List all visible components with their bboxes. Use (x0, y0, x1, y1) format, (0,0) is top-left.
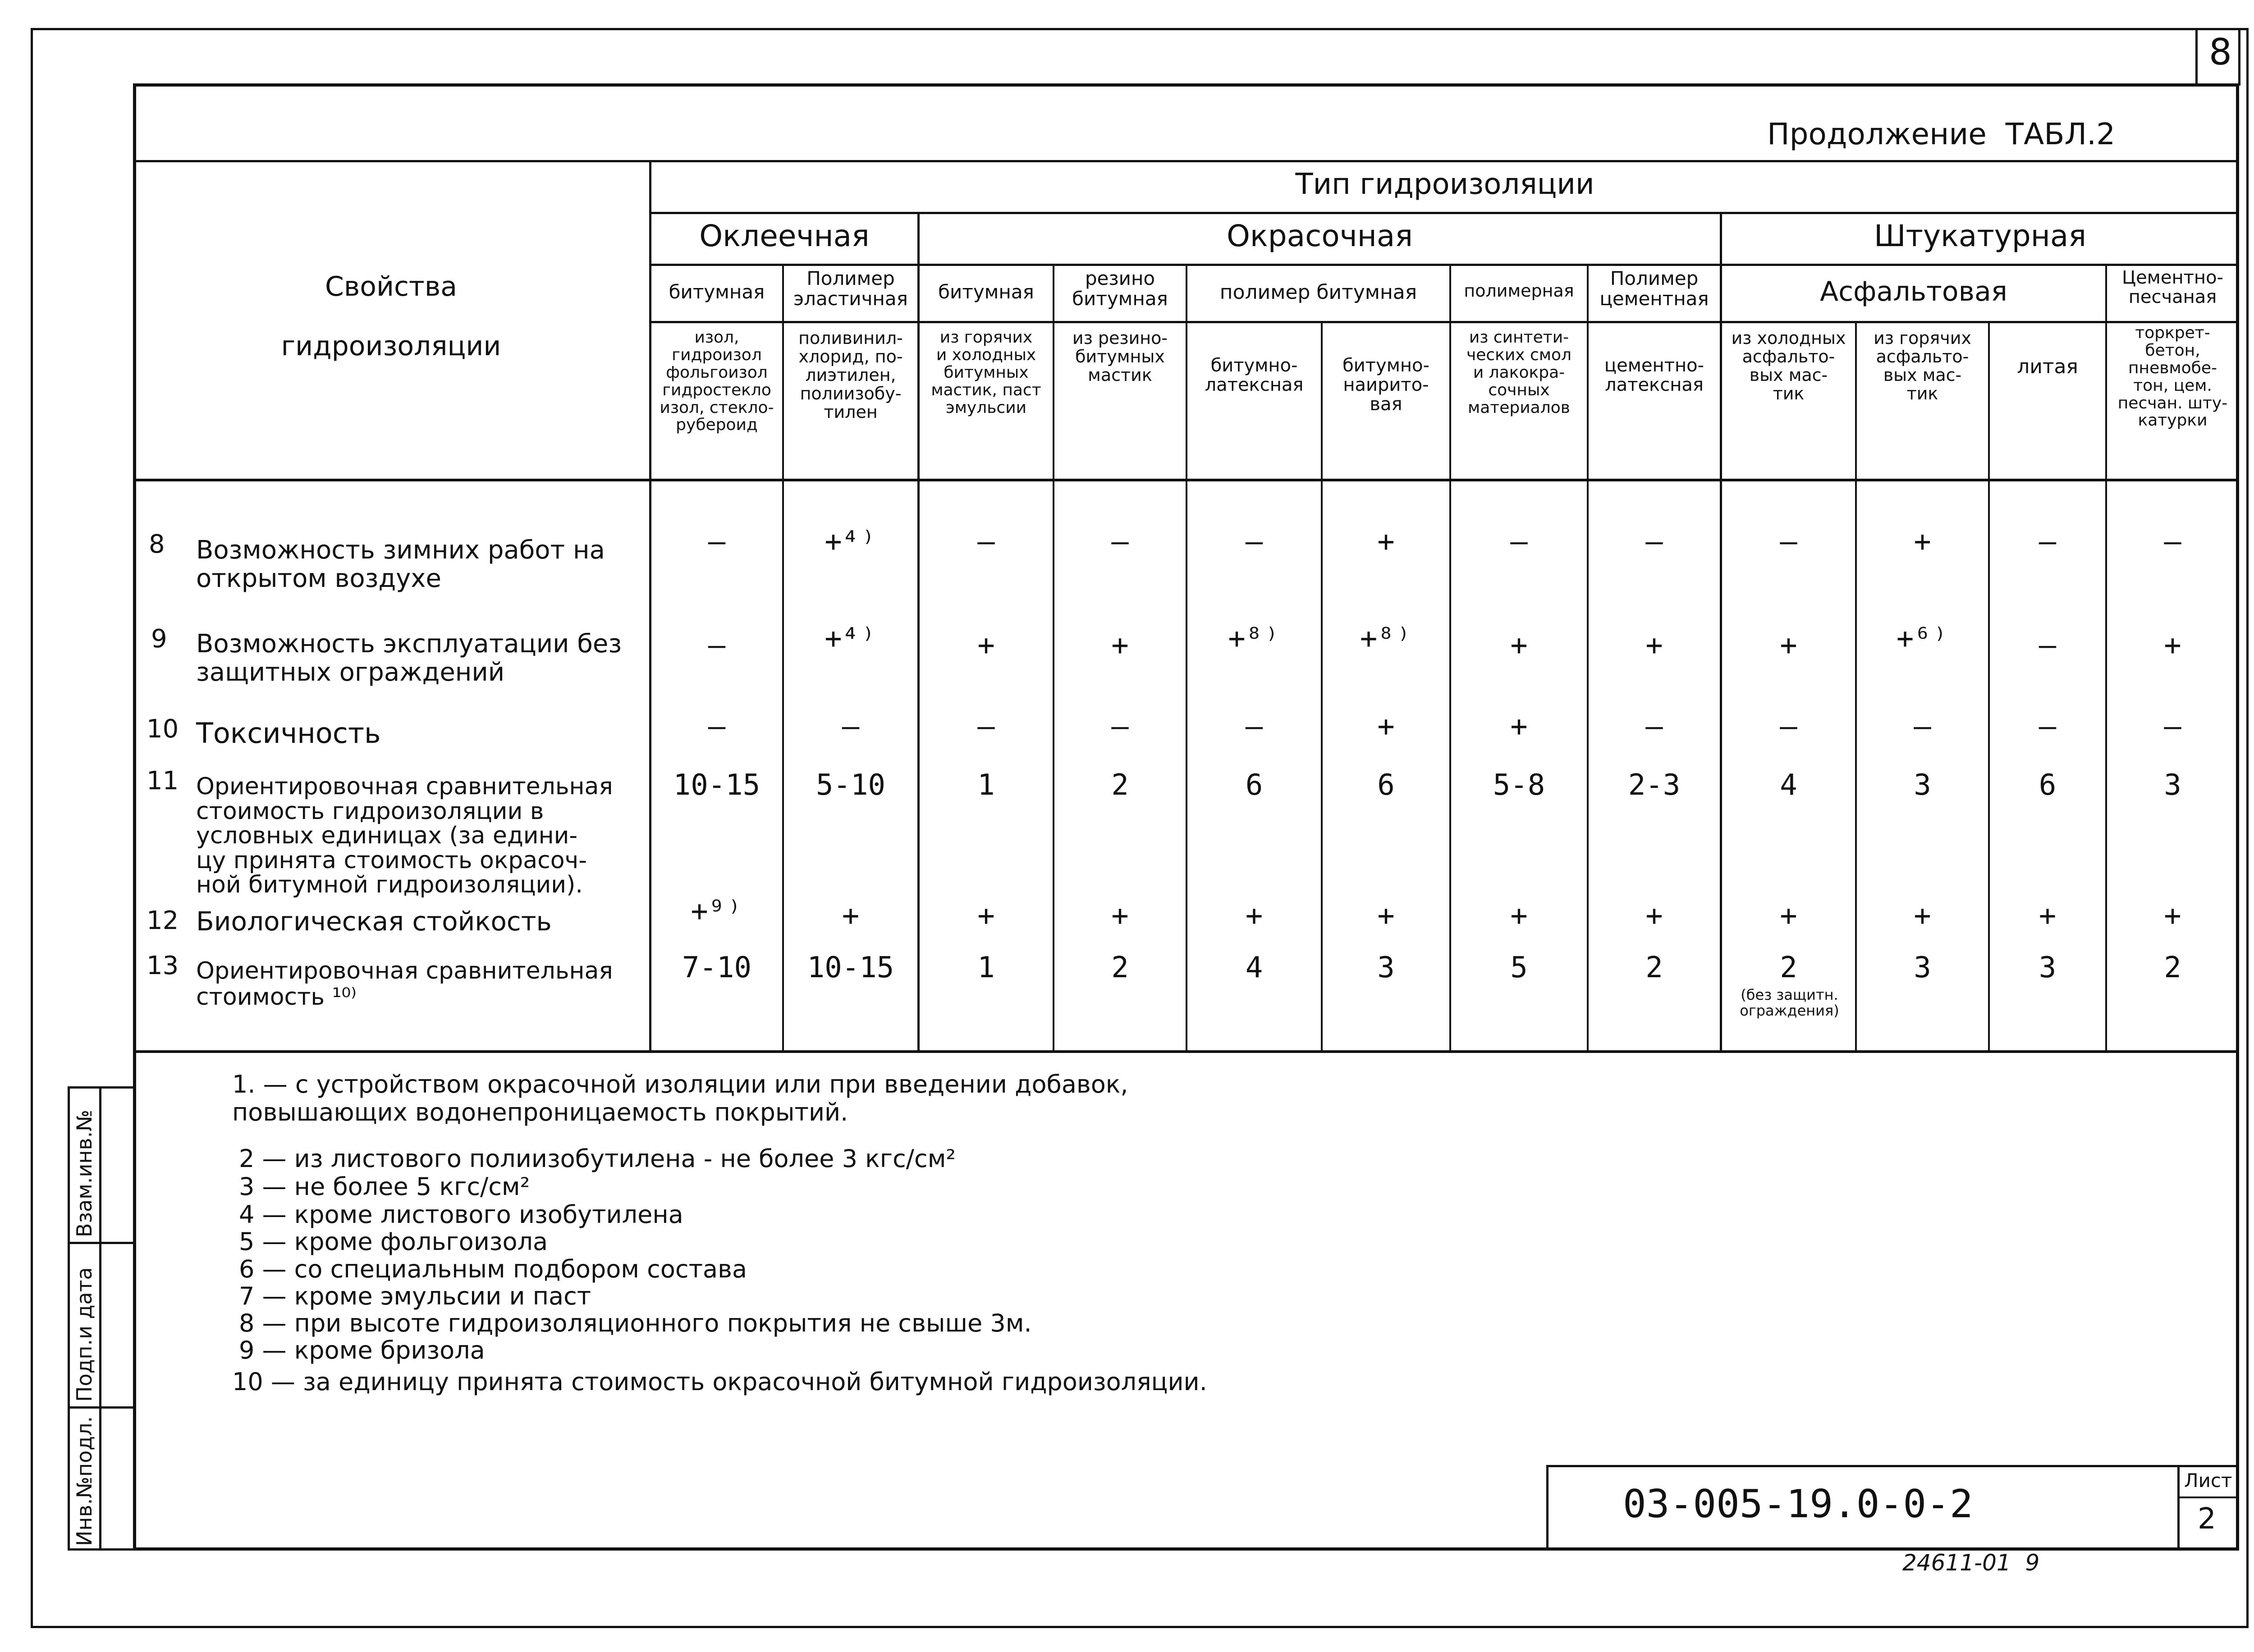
material-1: поливинил- хлорид, по- лиэтилен, полиизобу- тилен (798, 328, 903, 422)
note-item: 4 — кроме листового изобутилена (239, 1200, 683, 1229)
stamp-label-podp-data: Подп.и дата (72, 1267, 96, 1402)
row-label: Возможность зимних работ на открытом воздухе (196, 535, 605, 593)
material-2: из горячих и холодных битумных мастик, паст эмульсии (931, 328, 1041, 417)
group-okrasochnaya: Окрасочная (1226, 219, 1413, 253)
subgroup-2: битумная (938, 281, 1034, 303)
stamp-label-vzam-inv: Взам.инв.№ (72, 1109, 96, 1237)
material-8: из холодных асфальто- вых мас- тик (1731, 328, 1846, 404)
sheet-number: 2 (2198, 1502, 2216, 1536)
material-4: битумно- латексная (1205, 355, 1304, 396)
subgroup-1: Полимер эластичная (793, 267, 908, 310)
row-number: 13 (147, 951, 179, 980)
subgroup-8: Цементно- песчаная (2122, 267, 2223, 308)
row-number: 12 (147, 906, 179, 935)
document-code: 03-005-19.0-0-2 (1623, 1482, 1973, 1527)
material-11: торкрет- бетон, пневмобе- тон, цем. песчан. шту- катурки (2117, 324, 2228, 430)
note-item: 6 — со специальным подбором состава (239, 1255, 747, 1283)
subgroup-3: резино битумная (1072, 267, 1168, 310)
note-item: 9 — кроме бризола (239, 1336, 485, 1364)
row-label: Биологическая стойкость (196, 906, 552, 937)
row-label: Токсичность (196, 717, 381, 750)
subgroup-0: битумная (669, 281, 765, 303)
footnote-cell: (без защитн. ограждения) (1740, 986, 1839, 1019)
subgroup-5: полимерная (1464, 281, 1574, 301)
row-label: Ориентировочная сравнительная стоимость ¹⁰⁾ (196, 957, 613, 1011)
row-label: Ориентировочная сравнительная стоимость гидроизоляции в условных единицах (за едини- цу принята стоимость окрасоч- ной битумной гидроизоляции). (196, 773, 613, 899)
corner-header: Свойства гидроизоляции (281, 271, 501, 362)
subgroup-7: Асфальтовая (1820, 276, 2007, 307)
subgroup-6: Полимер цементная (1599, 267, 1709, 310)
material-7: цементно- латексная (1604, 355, 1704, 396)
note-item: 2 — из листового полиизобутилена - не более 3 кгс/см² (239, 1144, 956, 1173)
group-okleechnaya: Оклеечная (699, 219, 870, 253)
note-item: 10 — за единицу принята стоимость окрасочной битумной гидроизоляции. (232, 1368, 1207, 1396)
row-number: 11 (147, 766, 179, 796)
note-item: 1. — с устройством окрасочной изоляции или при введении добавок, повышающих водонепроницаемость покрытий. (232, 1070, 1128, 1127)
note-item: 8 — при высоте гидроизоляционного покрытия не свыше 3м. (239, 1309, 1032, 1337)
material-6: из синтети- ческих смол и лакокра- сочных материалов (1466, 328, 1572, 417)
page-number: 8 (2209, 31, 2232, 73)
row-number: 10 (147, 714, 179, 744)
group-shtukaturnaya: Штукатурная (1874, 219, 2087, 253)
row-number: 9 (151, 624, 167, 654)
row-label: Возможность эксплуатации без защитных ограждений (196, 629, 622, 687)
material-9: из горячих асфальто- вых мас- тик (1874, 328, 1971, 404)
note-item: 7 — кроме эмульсии и паст (239, 1282, 591, 1310)
stamp-label-inv-podl: Инв.№подл. (72, 1416, 96, 1546)
note-item: 5 — кроме фольгоизола (239, 1227, 548, 1256)
material-10: литая (2017, 355, 2078, 378)
continuation-label: Продолжение ТАБЛ.2 (1767, 117, 2116, 151)
material-0: изол, гидроизол фольгоизол гидростекло изол, стекло- рубероид (660, 328, 774, 435)
note-item: 3 — не более 5 кгс/см² (239, 1172, 530, 1201)
sheet-label: Лист (2184, 1469, 2232, 1492)
row-number: 8 (149, 530, 165, 559)
subgroup-4: полимер битумная (1219, 281, 1417, 304)
material-3: из резино- битумных мастик (1072, 328, 1168, 385)
archive-number: 24611-01 9 (1902, 1550, 2040, 1576)
type-header: Тип гидроизоляции (1295, 168, 1594, 201)
material-5: битумно- наирито- вая (1342, 355, 1429, 415)
